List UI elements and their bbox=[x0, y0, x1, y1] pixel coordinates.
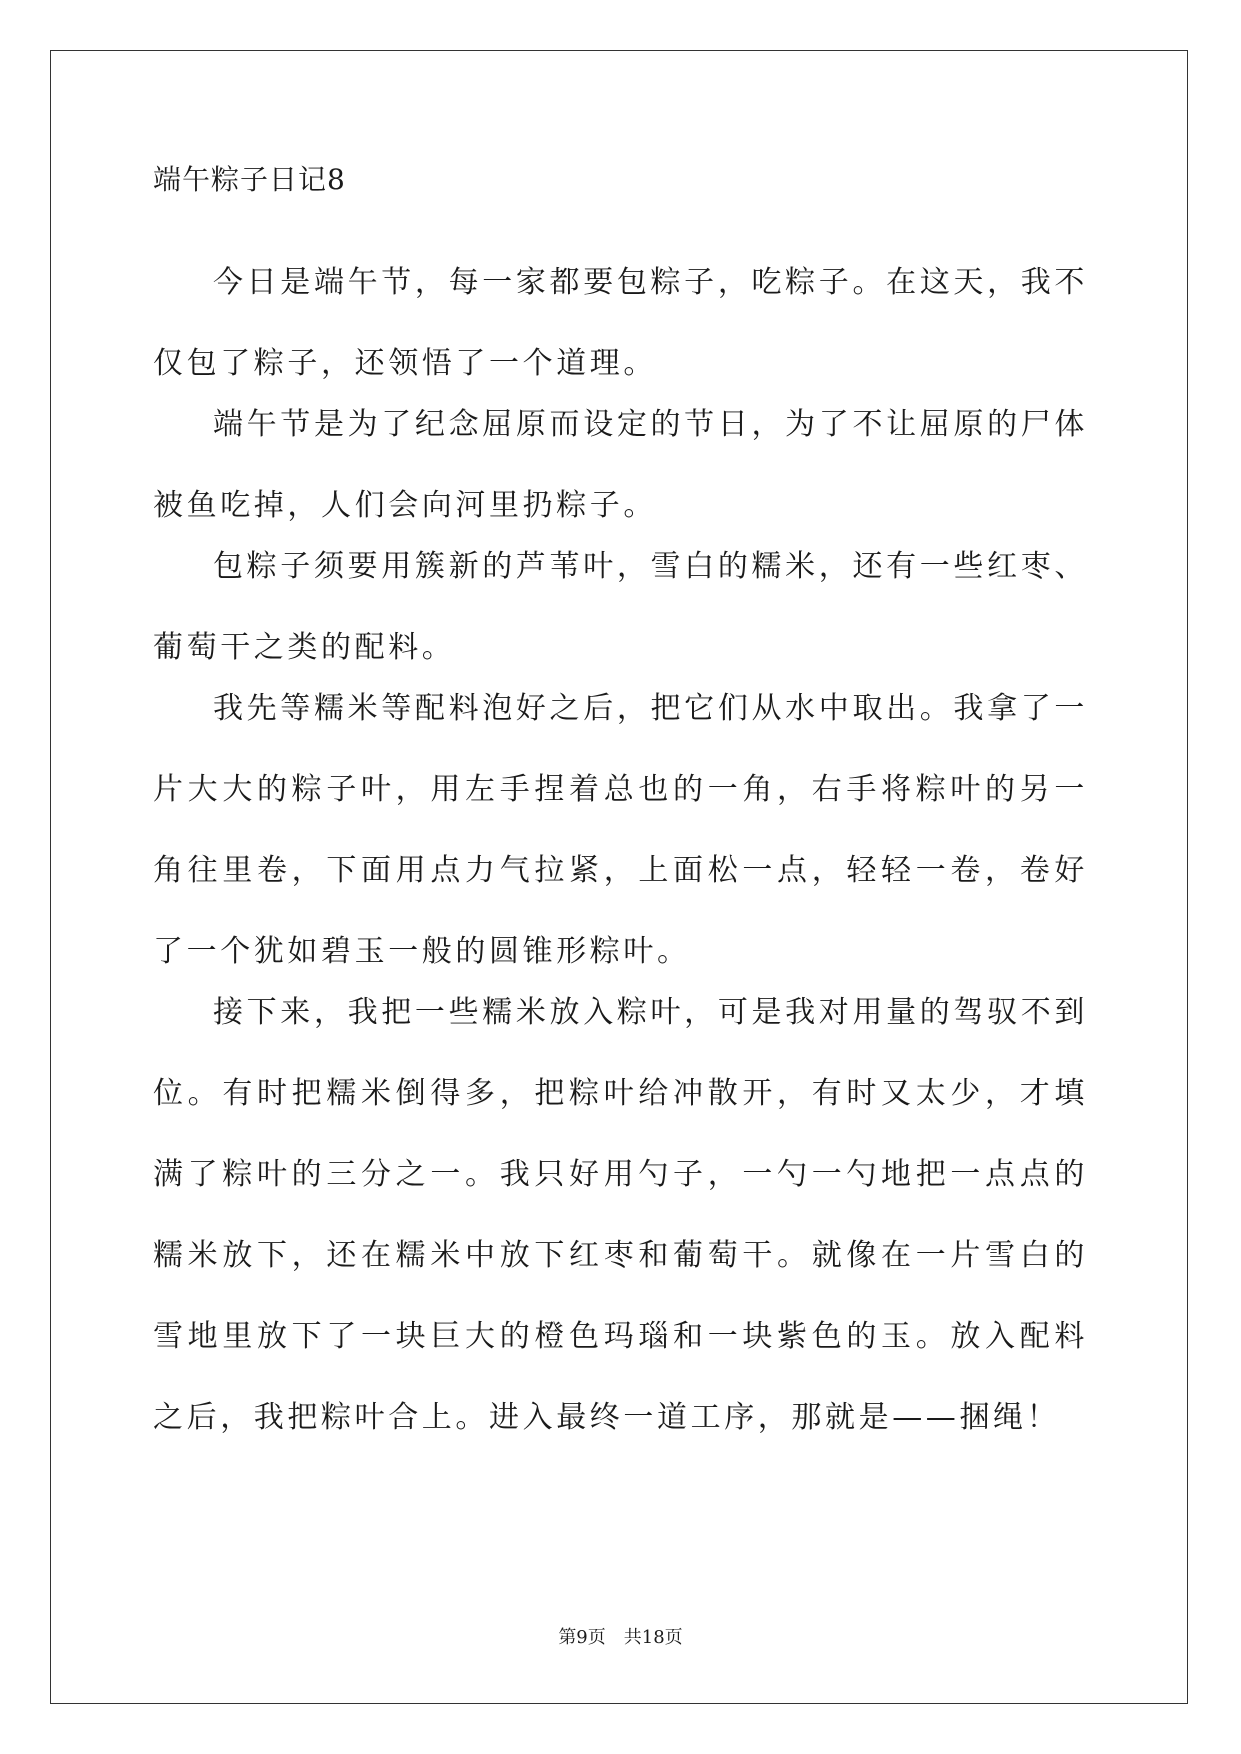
page-footer bbox=[0, 1626, 1241, 1650]
document-body bbox=[153, 160, 1088, 1458]
page-total: 共18页 bbox=[623, 1627, 683, 1648]
paragraph-1: 今日是端午节，每一家都要包粽子，吃粽子。在这天，我不仅包了粽子，还领悟了一个道理。 bbox=[153, 265, 1088, 381]
paragraph-4: 我先等糯米等配料泡好之后，把它们从水中取出。我拿了一片大大的粽子叶，用左手捏着总也的一角，右手将粽叶的另一角往里卷，下面用点力气拉紧，上面松一点，轻轻一卷，卷好了一个犹如碧玉一般的圆锥形粽叶。 bbox=[153, 691, 1088, 969]
paragraph-5: 接下来，我把一些糯米放入粽叶，可是我对用量的驾驭不到位。有时把糯米倒得多，把粽叶给冲散开，有时又太少，才填满了粽叶的三分之一。我只好用勺子，一勺一勺地把一点点的糯米放下，还在糯米中放下红枣和葡萄干。就像在一片雪白的雪地里放下了一块巨大的橙色玛瑙和一块紫色的玉。放入配料之后，我把粽叶合上。进入最终一道工序，那就是——捆绳！ bbox=[153, 995, 1088, 1435]
document-title: 端午粽子日记8 bbox=[153, 163, 346, 196]
paragraph-2: 端午节是为了纪念屈原而设定的节日，为了不让屈原的尸体被鱼吃掉，人们会向河里扔粽子。 bbox=[153, 407, 1088, 523]
paragraph-3: 包粽子须要用簇新的芦苇叶，雪白的糯米，还有一些红枣、葡萄干之类的配料。 bbox=[153, 549, 1088, 665]
page-number: 第9页 bbox=[558, 1627, 606, 1648]
